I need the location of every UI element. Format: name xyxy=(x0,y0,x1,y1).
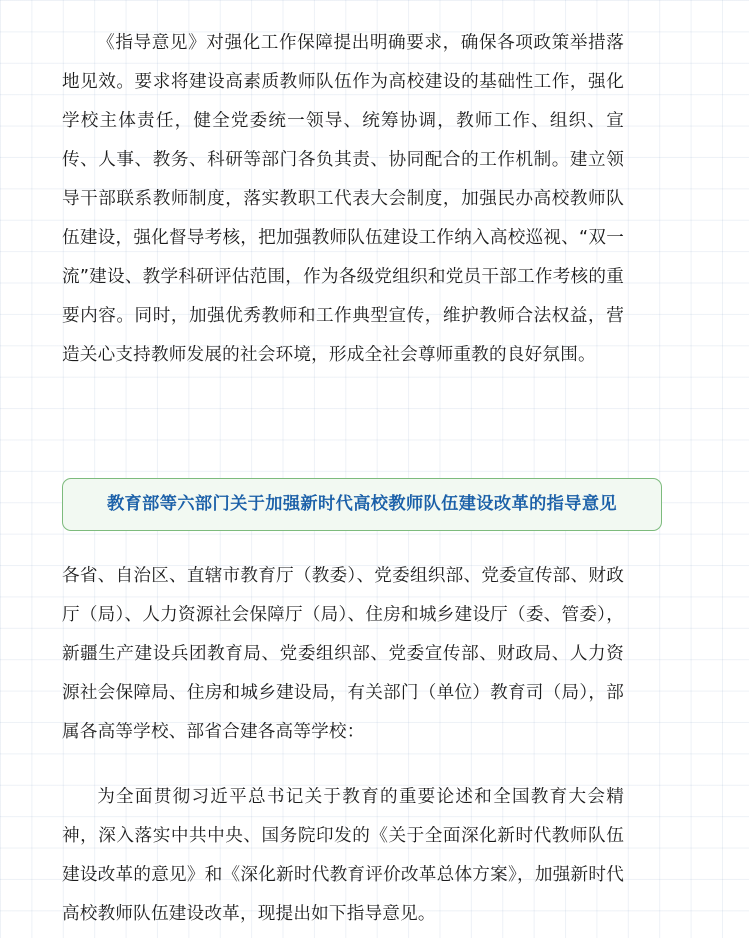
paragraph-recipients: 各省、自治区、直辖市教育厅（教委）、党委组织部、党委宣传部、财政厅（局）、人力资源社会保障厅（局）、住房和城乡建设厅（委、管委），新疆生产建设兵团教育局、党委组织部、党委宣传部、财政局、人力资源社会保障局、住房和城乡建设局，有关部门（单位）教育司（局），部属各高等学校、部省合建各高等学校： xyxy=(62,566,624,742)
document-title-banner xyxy=(62,478,662,531)
paragraph-policy-guarantee: 《指导意见》对强化工作保障提出明确要求，确保各项政策举措落地见效。要求将建设高素质教师队伍作为高校建设的基础性工作，强化学校主体责任，健全党委统一领导、统筹协调，教师工作、组织、宣传、人事、教务、科研等部门各负其责、协同配合的工作机制。建立领导干部联系教师制度，落实教职工代表大会制度，加强民办高校教师队伍建设，强化督导考核，把加强教师队伍建设工作纳入高校巡视、“双一流”建设、教学科研评估范围，作为各级党组织和党员干部工作考核的重要内容。同时，加强优秀教师和工作典型宣传，维护教师合法权益，营造关心支持教师发展的社会环境，形成全社会尊师重教的良好氛围。 xyxy=(62,33,624,365)
document-title-text: 教育部等六部门关于加强新时代高校教师队伍建设改革的指导意见 xyxy=(106,494,618,514)
paragraph-purpose: 为全面贯彻习近平总书记关于教育的重要论述和全国教育大会精神，深入落实中共中央、国务院印发的《关于全面深化新时代教师队伍建设改革的意见》和《深化新时代教育评价改革总体方案》，加强新时代高校教师队伍建设改革，现提出如下指导意见。 xyxy=(62,787,624,924)
